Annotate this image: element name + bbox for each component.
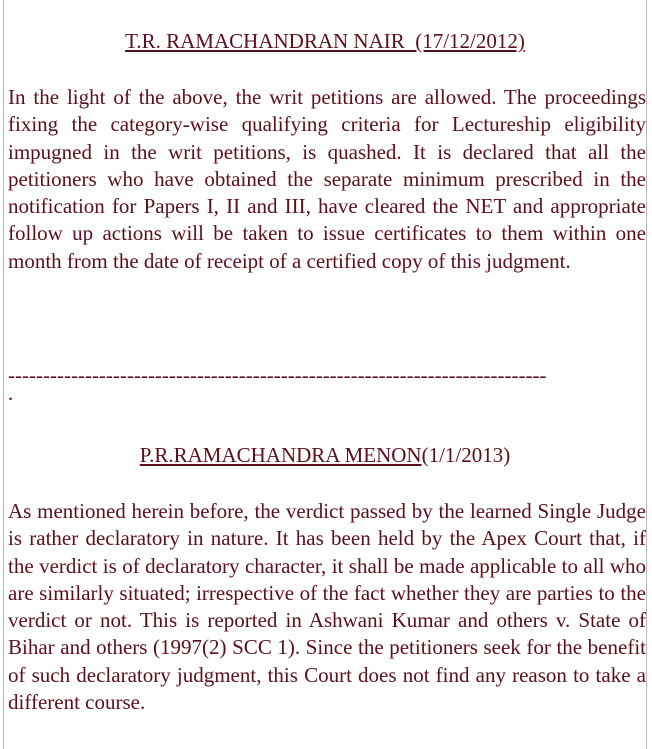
separator-tail: . bbox=[8, 381, 14, 405]
section1-heading bbox=[4, 28, 646, 55]
section1-paragraph: In the light of the above, the writ petitions are allowed. The proceedings fixing the category-wise qualifying criteria for Lectureship eligibility impugned in the writ petitions, is quashed. It is declared that all the petitioners who have obtained the separate minimum prescribed in the notification for Papers I, II and III, have cleared the NET and appropriate follow up actions will be taken to issue certificates to them within one month from the date of receipt of a certified copy of this judgment. bbox=[8, 85, 646, 273]
section2-heading-date: (1/1/2013) bbox=[421, 443, 511, 467]
separator-line: ----------------------------------------------------------------------------- bbox=[8, 363, 547, 387]
document-page bbox=[3, 0, 647, 749]
section1-heading-text: T.R. RAMACHANDRAN NAIR (17/12/2012) bbox=[125, 29, 525, 53]
section2-heading-name: P.R.RAMACHANDRA MENON bbox=[139, 443, 422, 467]
section2-heading bbox=[4, 442, 646, 469]
section2-paragraph: As mentioned herein before, the verdict passed by the learned Single Judge is rather declaratory in nature. It has been held by the Apex Court that, if the verdict is of declaratory character, it shall be made applicable to all who are similarly situated; irrespective of the fact whether they are parties to the verdict or not. This is reported in Ashwani Kumar and others v. State of Bihar and others (1997(2) SCC 1). Since the petitioners seek for the benefit of such declaratory judgment, this Court does not find any reason to take a different course. bbox=[8, 499, 646, 715]
